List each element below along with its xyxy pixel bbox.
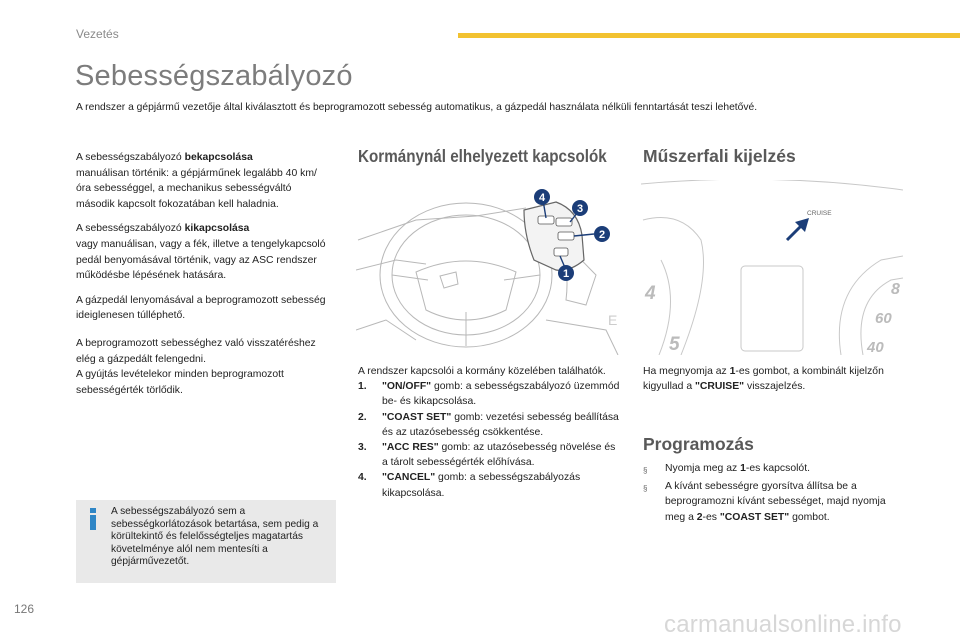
intro-text: A rendszer a gépjármű vezetője által kiválasztott és beprogramozott sebesség automatikus, a gázpedál használata nélküli fenntartását teszi lehetővé. (76, 102, 758, 113)
return-paragraph: A beprogramozott sebességhez való visszatéréshez elég a gázpedált felengedni. A gyújtás levételekor minden beprogramozott sebességérték törlődik. (76, 337, 316, 396)
watermark: carmanualsonline.info (664, 611, 902, 638)
svg-text:2: 2 (598, 229, 606, 241)
gauge-number-8: 8 (891, 281, 900, 298)
svg-text:1: 1 (562, 268, 570, 280)
activation-paragraph: A sebességszabályozó bekapcsolása manuálisan történik: a gépjárműnek legalább 40 km/óra sebességgel, a mechanikus sebességváltó második kapcsolt fokozatában kell haladnia. (76, 152, 317, 210)
list-item: 3. "ACC RES" gomb: az utazósebesség növelése és a tárolt sebességérték előhívása. (358, 442, 616, 469)
override-paragraph: A gázpedál lenyomásával a beprogramozott sebesség ideiglenesen túlléphető. (76, 294, 326, 322)
steering-button-list (358, 379, 620, 501)
steering-wheel-figure (356, 180, 620, 355)
dashboard-display-heading: Műszerfali kijelzés (643, 146, 796, 166)
header-accent-bar (458, 33, 960, 38)
steering-controls-heading: Kormánynál elhelyezett kapcsolók (358, 146, 607, 166)
page-number: 126 (14, 602, 35, 616)
list-item: § Nyomja meg az 1-es kapcsolót. (643, 461, 905, 478)
svg-text:4: 4 (538, 192, 546, 204)
dashboard-description: Ha megnyomja az 1-es gombot, a kombinált kijelzőn kigyullad a "CRUISE" visszajelzés. (643, 366, 884, 393)
section-label: Vezetés (76, 27, 119, 41)
gauge-number-40: 40 (867, 339, 884, 355)
list-item: 1. "ON/OFF" gomb: a sebességszabályozó üzemmód be- és kikapcsolása. (358, 381, 620, 408)
deactivation-paragraph: A sebességszabályozó kikapcsolása vagy manuálisan, vagy a fék, illetve a tengelykapcsoló pedál benyomásával történik, vagy az ASC rendszer működésbe lépésének hatására. (76, 223, 326, 282)
svg-text:3: 3 (576, 203, 584, 215)
gauge-number-5: 5 (669, 334, 680, 355)
cruise-indicator-label: CRUISE (807, 210, 832, 217)
page-title: Sebességszabályozó (75, 60, 353, 92)
instrument-cluster-figure (641, 180, 903, 355)
steering-controls-description (358, 364, 620, 501)
activation-keyword: bekapcsolása (184, 152, 253, 163)
left-column (76, 150, 326, 407)
gauge-number-60: 60 (875, 310, 892, 327)
deactivation-keyword: kikapcsolása (184, 223, 250, 235)
cruise-indicator-arrow (787, 218, 809, 240)
steering-intro: A rendszer kapcsolói a kormány közelében találhatók. (358, 366, 606, 377)
svg-text:E: E (608, 312, 618, 328)
programming-steps (643, 461, 905, 526)
gauge-number-4: 4 (645, 283, 656, 304)
list-item: § A kívánt sebességre gyorsítva állítsa be a beprogramozni kívánt sebességet, majd nyomja meg a 2-es "COAST SET" gombot. (643, 479, 905, 525)
bullet-icon: § (643, 484, 648, 494)
programming-heading: Programozás (643, 434, 754, 454)
info-text: A sebességszabályozó sem a sebességkorlátozások betartása, sem pedig a körültekintő és felelősségteljes magatartás követelménye alól nem mentesíti a gépjárművezetőt. (111, 506, 319, 568)
list-item: 2. "COAST SET" gomb: vezetési sebesség beállítása és az utazósebesség csökkentése. (358, 411, 619, 438)
bullet-icon: § (643, 466, 648, 475)
info-icon (86, 508, 100, 530)
list-item: 4. "CANCEL" gomb: a sebességszabályozás kikapcsolása. (358, 472, 581, 499)
